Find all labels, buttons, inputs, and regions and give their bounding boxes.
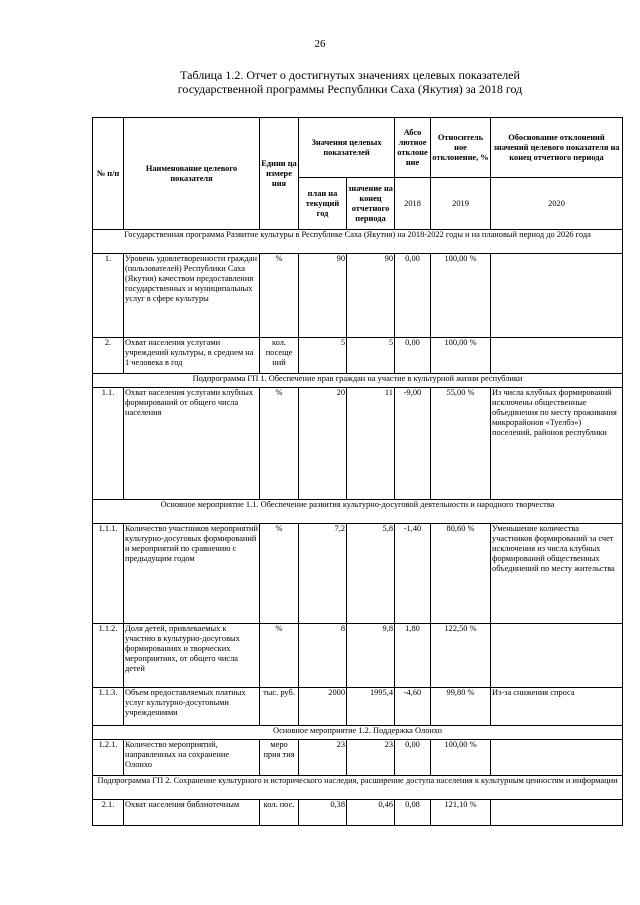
table-row xyxy=(93,800,623,826)
table-row xyxy=(93,338,623,374)
row-plan: 90 xyxy=(299,254,347,338)
row-reason xyxy=(491,740,623,776)
row-fact: 0,46 xyxy=(347,800,395,826)
row-abs: 1,80 xyxy=(395,624,431,688)
row-num: 1.1.2. xyxy=(93,624,124,688)
row-abs: 0,00 xyxy=(395,740,431,776)
page-number: 26 xyxy=(314,38,326,50)
row-unit: кол. пос. xyxy=(260,800,299,826)
section-activity-1-1: Основное мероприятие 1.1. Обеспечение развития культурно-досуговой деятельности и народного творчества xyxy=(93,500,623,524)
row-fact: 1995,4 xyxy=(347,688,395,726)
table-title xyxy=(120,68,580,96)
row-fact: 23 xyxy=(347,740,395,776)
title-line-2: государственной программы Республики Саха (Якутия) за 2018 год xyxy=(177,82,523,96)
row-abs: -1,40 xyxy=(395,524,431,624)
header-year-2019: 2019 xyxy=(431,178,491,230)
header-abs: Абсо лютное отклоне ние xyxy=(395,118,431,178)
row-unit: тыс. руб. xyxy=(260,688,299,726)
row-reason xyxy=(491,254,623,338)
row-abs: -4,60 xyxy=(395,688,431,726)
row-plan: 20 xyxy=(299,388,347,500)
header-num: № п/п xyxy=(93,118,124,230)
row-reason: Из числа клубных формирований исключены общественные объединения по месту проживания микрорайонов «Туелбэ») поселений, районов республики xyxy=(491,388,623,500)
row-rel: 122,50 % xyxy=(431,624,491,688)
row-num: 1.1.3. xyxy=(93,688,124,726)
row-fact: 5 xyxy=(347,338,395,374)
row-name: Охват населения библиотечным xyxy=(124,800,260,826)
header-unit: Едини ца измере ния xyxy=(260,118,299,230)
header-values: Значения целевых показателей xyxy=(299,118,395,178)
row-num: 1.1.1. xyxy=(93,524,124,624)
row-abs: 0,00 xyxy=(395,254,431,338)
row-fact: 5,8 xyxy=(347,524,395,624)
row-name: Охват населения услугами учреждений культуры, в среднем на 1 человека в год xyxy=(124,338,260,374)
row-fact: 11 xyxy=(347,388,395,500)
table-row xyxy=(93,388,623,500)
title-line-1: Таблица 1.2. Отчет о достигнутых значениях целевых показателей xyxy=(180,68,520,82)
table-row xyxy=(93,740,623,776)
header-year-2018: 2018 xyxy=(395,178,431,230)
section-subprogram-2: Подпрограмма ГП 2. Сохранение культурного и исторического наследия, расширение доступа населения к культурным ценностям и информации xyxy=(93,776,623,800)
row-plan: 5 xyxy=(299,338,347,374)
row-reason xyxy=(491,624,623,688)
row-name: Объем предоставляемых платных услуг культурно-досуговыми учреждениями xyxy=(124,688,260,726)
row-num: 2.1. xyxy=(93,800,124,826)
row-unit: % xyxy=(260,254,299,338)
header-rel: Относитель ное отклонение, % xyxy=(431,118,491,178)
section-state-program: Государственная программа Развитие культуры в Республике Саха (Якутия) на 2018-2022 годы и на плановый период до 2026 года xyxy=(93,230,623,254)
row-num: 1. xyxy=(93,254,124,338)
table-row xyxy=(93,254,623,338)
row-reason: Уменьшение количества участников формирований за счет исключения из числа клубных формирований общественных объединений по месту жительства xyxy=(491,524,623,624)
section-subprogram-1: Подпрограмма ГП 1. Обеспечение прав граждан на участие в культурной жизни республики xyxy=(93,374,623,388)
row-name: Количество участников мероприятий культурно-досуговых формирований и мероприятий по сравнению с предыдущим годом xyxy=(124,524,260,624)
header-year-2020: 2020 xyxy=(491,178,623,230)
row-reason: Из-за снижения спроса xyxy=(491,688,623,726)
row-rel: 55,00 % xyxy=(431,388,491,500)
row-fact: 9,8 xyxy=(347,624,395,688)
row-rel: 80,60 % xyxy=(431,524,491,624)
header-fact: значение на конец отчетного периода xyxy=(347,178,395,230)
row-name: Количество мероприятий, направленных на сохранение Олонхо xyxy=(124,740,260,776)
row-num: 2. xyxy=(93,338,124,374)
row-rel: 100,00 % xyxy=(431,254,491,338)
header-plan: план на текущий год xyxy=(299,178,347,230)
row-plan: 8 xyxy=(299,624,347,688)
row-unit: % xyxy=(260,524,299,624)
row-rel: 121,10 % xyxy=(431,800,491,826)
row-unit: меро прия тия xyxy=(260,740,299,776)
row-rel: 100,00 % xyxy=(431,338,491,374)
row-plan: 23 xyxy=(299,740,347,776)
header-reason: Обоснование отклонений значений целевого показателя на конец отчетного периода xyxy=(491,118,623,178)
header-name: Наименование целевого показателя xyxy=(124,118,260,230)
row-rel: 100,00 % xyxy=(431,740,491,776)
row-name: Доля детей, привлекаемых к участию в культурно-досуговых формированиях и творческих мероприятиях, от общего числа детей xyxy=(124,624,260,688)
row-rel: 99,80 % xyxy=(431,688,491,726)
indicators-table xyxy=(92,117,623,826)
row-abs: -9,00 xyxy=(395,388,431,500)
row-name: Уровень удовлетворенности граждан (пользователей) Республики Саха (Якутия) качеством предоставления государственных и муниципальных услуг в сфере культуры xyxy=(124,254,260,338)
row-abs: 0,08 xyxy=(395,800,431,826)
row-unit: кол. посеще ний xyxy=(260,338,299,374)
row-reason xyxy=(491,800,623,826)
table-row xyxy=(93,624,623,688)
row-abs: 0,00 xyxy=(395,338,431,374)
row-plan: 2000 xyxy=(299,688,347,726)
row-plan: 7,2 xyxy=(299,524,347,624)
row-unit: % xyxy=(260,624,299,688)
row-plan: 0,38 xyxy=(299,800,347,826)
row-num: 1.2.1. xyxy=(93,740,124,776)
row-reason xyxy=(491,338,623,374)
section-activity-1-2: Основное мероприятие 1.2. Поддержка Олонхо xyxy=(93,726,623,740)
row-name: Охват населения услугами клубных формирований от общего числа населения xyxy=(124,388,260,500)
row-unit: % xyxy=(260,388,299,500)
table-row xyxy=(93,524,623,624)
row-fact: 90 xyxy=(347,254,395,338)
table-row xyxy=(93,688,623,726)
row-num: 1.1. xyxy=(93,388,124,500)
